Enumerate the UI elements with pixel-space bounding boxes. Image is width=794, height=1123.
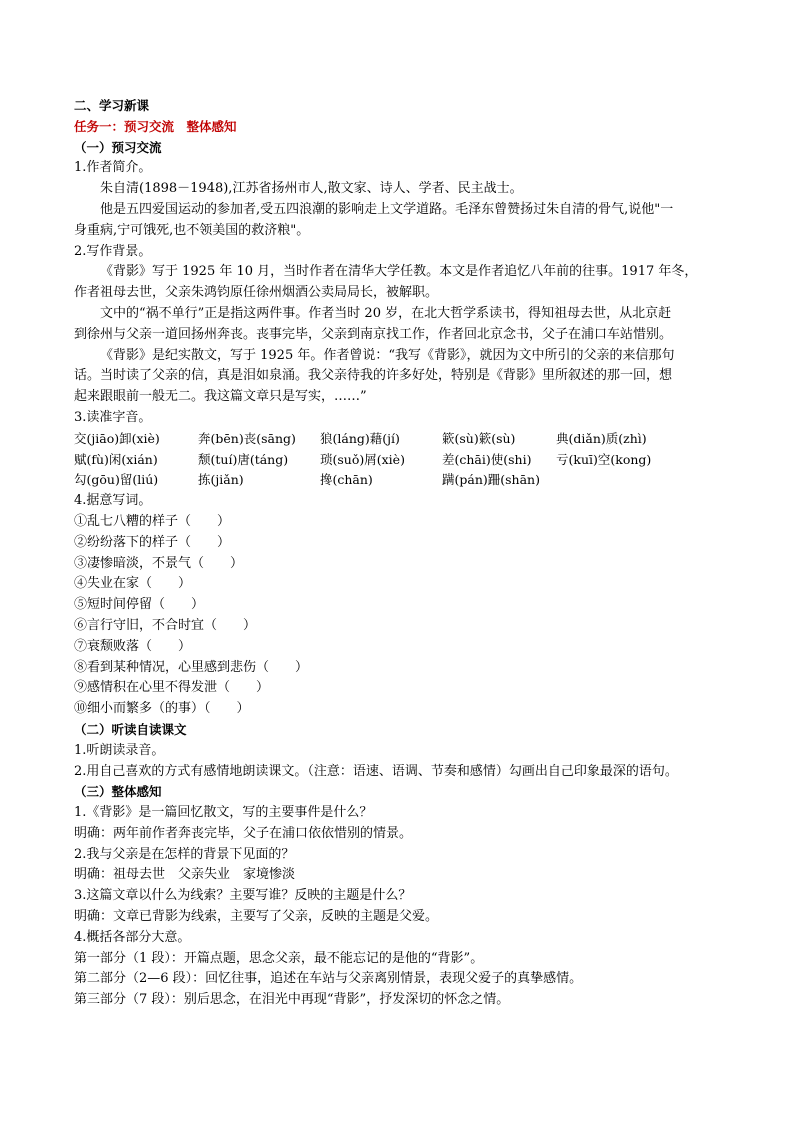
question-4: 4.概括各部分大意。 [74,929,191,945]
question-1: 1.《背影》是一篇回忆散文，写的主要事件是什么？ [74,805,373,821]
pronunciation-item: 蹒(pán)跚(shān) [442,472,540,488]
word-item: ⑧看到某种情况，心里感到悲伤（ ） [74,659,309,675]
background-paragraph-3-line-1: 《背影》是纪实散文，写于 1925 年。作者曾说：“我写《背影》，就因为文中所引的父亲的来信那句 [100,347,675,363]
pronunciation-item: 簌(sù)簌(sù) [442,430,516,446]
pronunciation-heading: 3.读准字音。 [74,409,152,425]
pronunciation-row [74,450,734,471]
subsection-title-preview: （一）预习交流 [74,139,162,155]
question-3: 3.这篇文章以什么为线索？主要写谁？反映的主题是什么？ [74,888,412,904]
pronunciation-row [74,470,734,491]
word-item: ④失业在家（ ） [74,576,192,592]
part-3-summary: 第三部分（7 段）：别后思念，在泪光中再现“背影”，抒发深切的怀念之情。 [74,992,510,1008]
pronunciation-item: 琐(suǒ)屑(xiè) [320,451,405,467]
pronunciation-item: 奔(bēn)丧(sāng) [198,430,296,446]
pronunciation-item: 狼(láng)藉(jí) [320,430,400,446]
answer-3: 明确：文章已背影为线索，主要写了父亲，反映的主题是父爱。 [74,909,439,925]
words-heading: 4.据意写词。 [74,493,152,509]
word-item: ①乱七八糟的样子（ ） [74,513,231,529]
task-title: 任务一：预习交流 整体感知 [74,118,237,134]
listen-item-2: 2.用自己喜欢的方式有感情地朗读课文。（注意：语速、语调、节奏和感情）勾画出自己印象最深的语句。 [74,763,678,779]
listen-item-1: 1.听朗读录音。 [74,742,165,758]
part-1-summary: 第一部分（1 段）：开篇点题，思念父亲，最不能忘记的是他的“背影”。 [74,950,484,966]
pronunciation-item: 亏(kuī)空(kong) [556,451,652,467]
subsection-title-overview: （三）整体感知 [74,784,162,800]
part-2-summary: 第二部分（2—6 段）：回忆往事，追述在车站与父亲离别情景，表现父爱子的真挚感情。 [74,971,583,987]
pronunciation-item: 交(jiāo)卸(xiè) [74,430,160,446]
author-paragraph-1: 朱自清(1898－1948),江苏省扬州市人,散文家、诗人、学者、民主战士。 [100,181,523,197]
pronunciation-item: 搀(chān) [320,472,373,488]
pronunciation-item: 赋(fù)闲(xián) [74,451,158,467]
background-heading: 2.写作背景。 [74,243,152,259]
document-page [74,96,734,1011]
question-2: 2.我与父亲是在怎样的背景下见面的？ [74,846,295,862]
author-paragraph-2-line-2: 身重病,宁可饿死,也不领美国的救济粮"。 [74,222,310,238]
background-paragraph-2-line-1: 文中的“祸不单行”正是指这两件事。作者当时 20 岁，在北大哲学系读书，得知祖母去世，从北京赶 [100,305,672,321]
word-item: ②纷纷落下的样子（ ） [74,534,231,550]
word-item: ⑦衰颓败落（ ） [74,638,192,654]
background-paragraph-1-line-1: 《背影》写于 1925 年 10 月，当时作者在清华大学任教。本文是作者追忆八年前的往事。1917 年冬， [100,264,698,280]
word-item: ⑤短时间停留（ ） [74,597,205,613]
subsection-title-reading: （二）听读自读课文 [74,721,187,737]
author-heading: 1.作者简介。 [74,160,152,176]
pronunciation-item: 勾(gōu)留(liú) [74,472,159,488]
author-paragraph-2-line-1: 他是五四爱国运动的参加者,受五四浪潮的影响走上文学道路。毛泽东曾赞扬过朱自清的骨气,说他"一 [100,201,674,217]
word-item: ⑩细小而繁多（的事）（ ） [74,701,250,717]
pronunciation-item: 典(diǎn)质(zhì) [556,430,647,446]
pronunciation-item: 差(chāi)使(shi) [442,451,532,467]
word-item: ⑥言行守旧，不合时宜（ ） [74,617,257,633]
pronunciation-item: 拣(jiǎn) [198,472,244,488]
background-paragraph-3-line-3: 起来跟眼前一般无二。我这篇文章只是写实，……” [74,389,367,405]
section-title: 二、学习新课 [74,98,150,113]
word-item: ⑨感情积在心里不得发泄（ ） [74,680,270,696]
answer-1: 明确：两年前作者奔丧完毕，父子在浦口依依惜别的情景。 [74,825,413,841]
word-item: ③凄惨暗淡，不景气（ ） [74,555,244,571]
background-paragraph-3-line-2: 话。当时读了父亲的信，真是泪如泉涌。我父亲待我的许多好处，特别是《背影》里所叙述的那一回，想 [74,368,673,384]
pronunciation-row [74,429,734,450]
background-paragraph-1-line-2: 作者祖母去世，父亲朱鸿钧原任徐州烟酒公卖局局长，被解职。 [74,285,439,301]
answer-2: 明确：祖母去世 父亲失业 家境惨淡 [74,867,296,883]
pronunciation-item: 颓(tuí)唐(táng) [198,451,289,467]
background-paragraph-2-line-2: 到徐州与父亲一道回扬州奔丧。丧事完毕，父亲到南京找工作，作者回北京念书，父子在浦口车站惜别。 [74,326,673,342]
